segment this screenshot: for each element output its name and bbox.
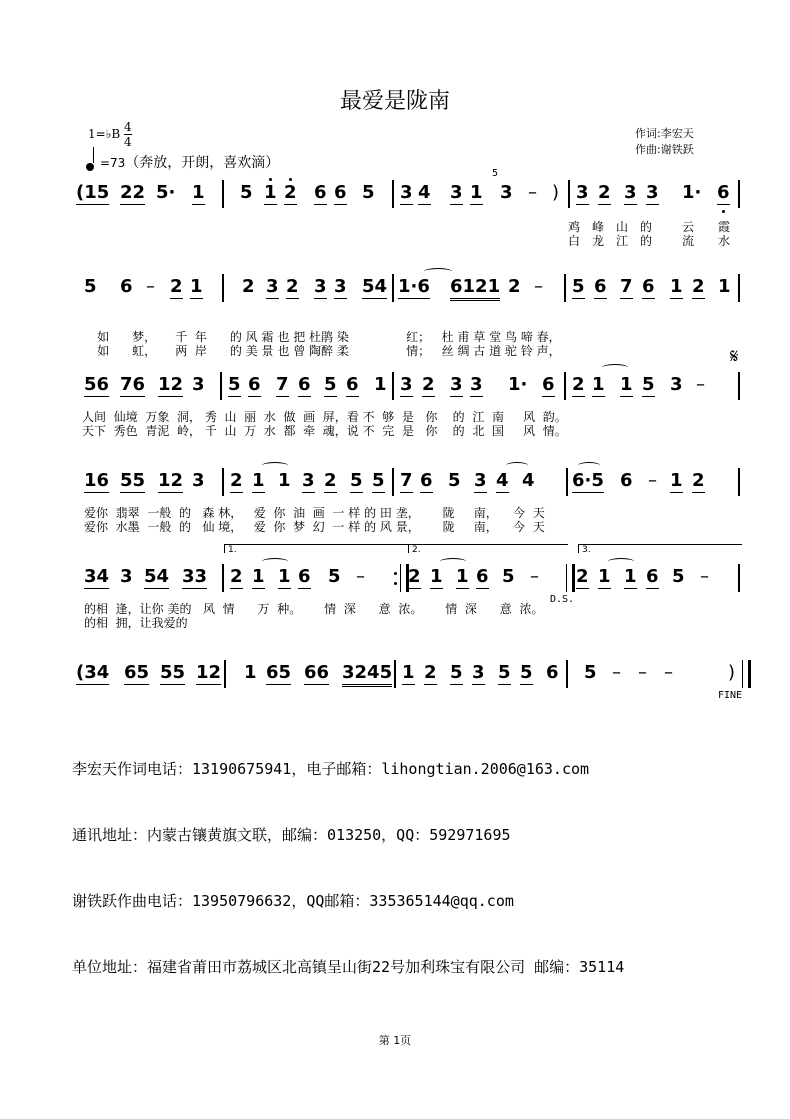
double-barline (566, 564, 575, 592)
song-title: 最爱是陇南 (339, 89, 450, 114)
note: 6 (642, 276, 655, 297)
barline (392, 180, 394, 208)
barline (738, 274, 740, 302)
dash: – (528, 182, 537, 203)
barline (222, 564, 224, 592)
dash: – (700, 566, 709, 587)
note: 1 (592, 374, 605, 395)
lyrics-verse-2: 的相 拥，让我爱的 (84, 616, 188, 630)
note: 5 (372, 470, 385, 491)
note: 2 (692, 470, 705, 491)
note: 22 (120, 182, 146, 203)
note: 55 (160, 662, 186, 683)
barline (738, 372, 740, 400)
note: 5 (498, 662, 511, 683)
note: 76 (120, 374, 146, 395)
lyric: 霞 (718, 220, 731, 234)
barline (568, 180, 570, 208)
note: 12 (196, 662, 222, 683)
note: 5 (84, 276, 97, 297)
note: 6 (546, 662, 559, 683)
paren-close: ) (728, 662, 736, 683)
note: 55 (120, 470, 146, 491)
lyricist: 作词:李宏天 (635, 127, 694, 140)
note: 6 (542, 374, 555, 395)
note: 2 (170, 276, 183, 297)
note: 3 (334, 276, 347, 297)
tie (608, 558, 634, 565)
contact-info (72, 714, 624, 1000)
note: 6 (476, 566, 489, 587)
dash: – (612, 662, 621, 683)
note: 6 (120, 276, 133, 297)
note: 5 (350, 470, 363, 491)
barline (222, 468, 224, 496)
note: 33 (182, 566, 208, 587)
score-line-6 (72, 662, 752, 702)
note: 3 (474, 470, 487, 491)
dash: – (146, 276, 155, 297)
note: 2 (286, 276, 299, 297)
tempo-mood: （奔放，开朗，喜欢滴） (125, 155, 280, 171)
note: 1 (278, 470, 291, 491)
final-barline (742, 660, 751, 688)
lyrics-verse-2: 如 虹， 两 岸 的 美 景 也 曾 陶醉 柔 情； 丝 绸 古 道 驼 铃 声， (97, 344, 561, 358)
note: 1 (470, 182, 483, 203)
dash: – (356, 566, 365, 587)
lyric: 鸡 (568, 220, 581, 234)
note: 5· (156, 182, 176, 203)
note: (34 (76, 662, 110, 683)
note: 5 (572, 276, 585, 297)
barline (392, 468, 394, 496)
note: 1 (430, 566, 443, 587)
barline (564, 274, 566, 302)
lyrics-verse-1: 人间 仙境 万象 洞， 秀 山 丽 水 做 画 屏，看 不 够 是 你 的 江 南 风 韵。 (82, 410, 567, 424)
note: 5 (448, 470, 461, 491)
tempo-value: =73 (99, 156, 126, 170)
lyrics-verse-1: 的相 逢，让你 美的 风 情 万 种。 情 深 意 浓。 情 深 意 浓。 (84, 602, 544, 616)
note: 2 (572, 374, 585, 395)
note: 65 (266, 662, 292, 683)
note: 3 (266, 276, 279, 297)
lyric: 山 (616, 220, 629, 234)
tie (262, 462, 288, 469)
note: 4 (522, 470, 535, 491)
fine-marking: FINE (718, 690, 743, 701)
note: 6121 (450, 276, 500, 301)
note: 1 (192, 182, 205, 203)
quarter-note-icon (86, 163, 94, 171)
page-number: 第 1页 (378, 1034, 412, 1047)
note: 3 (624, 182, 637, 203)
note: 2 (284, 182, 297, 203)
note: 2 (242, 276, 255, 297)
lyricist-contact: 李宏天作词电话：13190675941，电子邮箱：lihongtian.2006@163.com (72, 760, 590, 778)
key-label: 1=♭B (88, 127, 121, 141)
note: 2 (576, 566, 589, 587)
note: 5 (672, 566, 685, 587)
barline (220, 372, 222, 400)
note: 2 (598, 182, 611, 203)
barline (392, 372, 394, 400)
note: 5 (642, 374, 655, 395)
note: 3 (472, 662, 485, 683)
note: 7 (276, 374, 289, 395)
note: 3 (314, 276, 327, 297)
note: 1 (402, 662, 415, 683)
barline (394, 660, 396, 688)
note: 5 (324, 374, 337, 395)
note: 12 (158, 374, 184, 395)
lyric: 白 (568, 234, 581, 248)
lyrics-verse-1: 如 梦， 千 年 的 风 霜 也 把 杜鹃 染 红； 杜 甫 草 堂 鸟 啼 春， (97, 330, 561, 344)
note: 5 (584, 662, 597, 683)
note: 1 (190, 276, 203, 297)
grace-note: 5 (492, 168, 499, 179)
note: 6 (298, 566, 311, 587)
note: 2 (230, 566, 243, 587)
note: 1·6 (398, 276, 430, 297)
note: 1 (624, 566, 637, 587)
lyric: 峰 (592, 220, 605, 234)
tie (440, 558, 466, 565)
barline (222, 180, 224, 208)
note: 6 (298, 374, 311, 395)
lyricist-address: 通讯地址：内蒙古镶黄旗文联，邮编：013250，QQ：592971695 (72, 826, 511, 844)
note: 1 (718, 276, 731, 297)
lyric: 水 (718, 234, 731, 248)
score-line-4 (72, 470, 752, 534)
note: 6 (717, 182, 730, 203)
note: 2 (692, 276, 705, 297)
note: 6 (594, 276, 607, 297)
note: 3 (576, 182, 589, 203)
barline (564, 372, 566, 400)
lyrics-verse-2: 爱你 水墨 一般 的 仙 境， 爱 你 梦 幻 一 样 的 风 景， 陇 南， 今 天 (84, 520, 545, 534)
note: 3 (120, 566, 133, 587)
note: 3 (470, 374, 483, 395)
note: 1 (598, 566, 611, 587)
lyric: 流 (682, 234, 695, 248)
dash: – (696, 374, 705, 395)
note: 1 (670, 276, 683, 297)
slur (424, 268, 452, 275)
note: 6 (248, 374, 261, 395)
note: 7 (400, 470, 413, 491)
note: 1· (682, 182, 702, 203)
note: 5 (450, 662, 463, 683)
note: 3 (500, 182, 513, 203)
note: 3 (646, 182, 659, 203)
barline (224, 660, 226, 688)
barline (566, 468, 568, 496)
high-octave-dot (269, 178, 272, 181)
note: 6 (420, 470, 433, 491)
note: 6 (346, 374, 359, 395)
note: 3 (450, 182, 463, 203)
lyrics-verse-1: 爱你 翡翠 一般 的 森 林， 爱 你 油 画 一 样 的 田 垄， 陇 南， 今 天 (84, 506, 545, 520)
repeat-dot (394, 572, 397, 575)
note-stem-icon (93, 147, 95, 163)
lyric: 江 (616, 234, 629, 248)
lyric: 的 (640, 234, 653, 248)
note: 5 (228, 374, 241, 395)
score-line-1 (72, 168, 752, 248)
composer: 作曲:谢铁跃 (635, 143, 694, 156)
time-top: 4 (124, 120, 132, 134)
note: 6·5 (572, 470, 604, 491)
note: 5 (502, 566, 515, 587)
note: 54 (144, 566, 170, 587)
note: 6 (334, 182, 347, 203)
time-signature (124, 120, 132, 149)
note: 7 (620, 276, 633, 297)
barline (392, 274, 394, 302)
dash: – (664, 662, 673, 683)
dash: – (648, 470, 657, 491)
note: 56 (84, 374, 110, 395)
note: 2 (508, 276, 521, 297)
note: 34 (84, 566, 110, 587)
note: 66 (304, 662, 330, 683)
note: 3 (192, 374, 205, 395)
note: 3 (400, 374, 413, 395)
dash: – (530, 566, 539, 587)
note: 2 (230, 470, 243, 491)
repeat-dot (394, 582, 397, 585)
note: 2 (422, 374, 435, 395)
tie (602, 364, 628, 371)
note: 12 (158, 470, 184, 491)
note: 1 (252, 566, 265, 587)
volta-3: 3. (578, 544, 742, 553)
note: 1 (278, 566, 291, 587)
note: 1 (620, 374, 633, 395)
note: 2 (324, 470, 337, 491)
low-octave-dot (722, 210, 725, 213)
note: 1 (456, 566, 469, 587)
composer-contact: 谢铁跃作曲电话：13950796632，QQ邮箱：335365144@qq.com (72, 892, 514, 910)
lyrics-verse-2: 天下 秀色 青泥 岭， 千 山 万 水 都 牵 魂，说 不 完 是 你 的 北 国 风 情。 (82, 424, 567, 438)
high-octave-dot (289, 178, 292, 181)
note: 5 (520, 662, 533, 683)
note: 6 (314, 182, 327, 203)
note: 1 (264, 182, 277, 203)
note: 6 (646, 566, 659, 587)
key-signature (88, 120, 132, 149)
note: 65 (124, 662, 150, 683)
note: 4 (496, 470, 509, 491)
note: 1 (244, 662, 257, 683)
note: 1 (374, 374, 387, 395)
note: 3 (302, 470, 315, 491)
time-bottom: 4 (124, 135, 132, 149)
barline (738, 564, 740, 592)
composer-address: 单位地址：福建省莆田市荔城区北高镇呈山街22号加利珠宝有限公司 邮编：35114 (72, 958, 625, 976)
dash: – (534, 276, 543, 297)
note: 5 (328, 566, 341, 587)
note: (15 (76, 182, 110, 203)
tie (506, 462, 528, 469)
segno-icon: 𝄋 (730, 344, 739, 368)
score-line-2 (72, 276, 752, 358)
note: 4 (418, 182, 431, 203)
lyric: 云 (682, 220, 695, 234)
volta-2: 2. (408, 544, 568, 553)
note: 3 (670, 374, 683, 395)
dal-segno: D.S. (550, 594, 575, 605)
note: 5 (362, 182, 375, 203)
note: 6 (620, 470, 633, 491)
note: 54 (362, 276, 388, 297)
lyric: 龙 (592, 234, 605, 248)
note: 3 (400, 182, 413, 203)
note: 16 (84, 470, 110, 491)
dash: – (638, 662, 647, 683)
note: 3245 (342, 662, 392, 687)
tempo-marking (86, 151, 279, 172)
paren-close: ) (552, 182, 560, 203)
tie (262, 558, 288, 565)
note: 5 (240, 182, 253, 203)
note: 1 (252, 470, 265, 491)
barline (222, 274, 224, 302)
score-line-5 (72, 545, 752, 630)
lyric: 的 (640, 220, 653, 234)
tie (578, 462, 600, 469)
barline (738, 468, 740, 496)
note: 1 (670, 470, 683, 491)
barline (566, 660, 568, 688)
volta-1: 1. (224, 544, 408, 553)
note: 2 (408, 566, 421, 587)
barline (738, 180, 740, 208)
note: 1· (508, 374, 528, 395)
note: 3 (450, 374, 463, 395)
credits (635, 126, 694, 158)
note: 2 (424, 662, 437, 683)
note: 3 (192, 470, 205, 491)
